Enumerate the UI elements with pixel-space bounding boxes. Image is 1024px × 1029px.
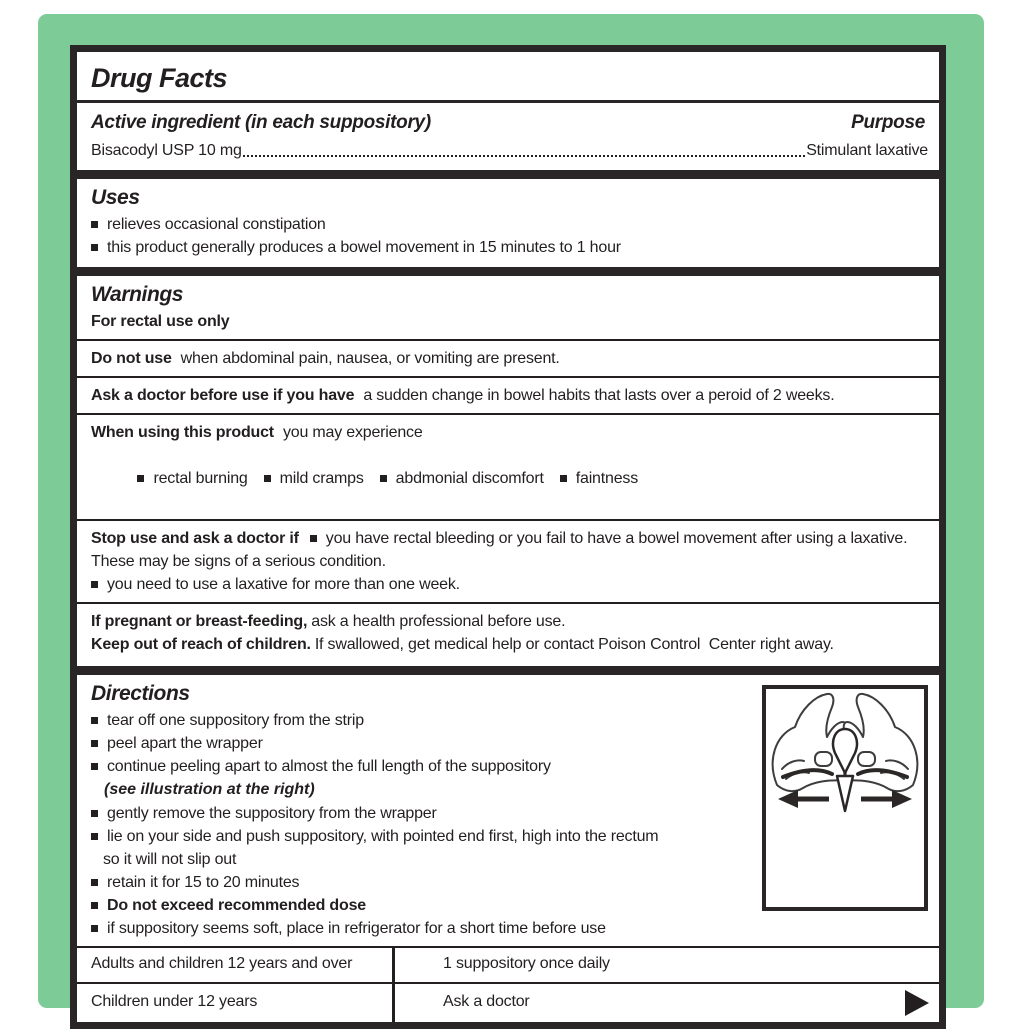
age-group-cell: Adults and children 12 years and over [77, 948, 395, 982]
bullet-icon [91, 810, 98, 817]
table-row [77, 984, 939, 1022]
uses-item [87, 236, 929, 259]
stop-use-lead: Stop use and ask a doctor if [91, 530, 299, 547]
direction-step [87, 871, 752, 894]
table-row [77, 948, 939, 984]
direction-step-text: gently remove the suppository from the wrapper [107, 805, 437, 822]
direction-step-text: if suppository seems soft, place in refrigerator for a short time before use [107, 920, 606, 937]
hands-peeling-wrapper-icon [766, 689, 924, 907]
side-effect: abdmonial discomfort [395, 470, 544, 487]
dosage-table [77, 946, 939, 1022]
bullet-icon [91, 925, 98, 932]
bullet-icon [91, 244, 98, 251]
bullet-icon [310, 535, 317, 542]
bullet-icon [91, 221, 98, 228]
section-warnings [74, 273, 942, 669]
drug-facts-title: Drug Facts [91, 63, 228, 93]
bullet-icon [137, 475, 144, 482]
dotted-leader [243, 155, 806, 157]
stop-use-item: you have rectal bleeding or you fail to have a bowel movement after using a laxative. These may be signs of a serious condition. [91, 530, 912, 570]
peel-apart-illustration [762, 685, 928, 911]
direction-step-text: continue peeling apart to almost the full length of the suppository [107, 758, 551, 775]
section-header [74, 49, 942, 173]
drug-facts-label [70, 45, 946, 1029]
warnings-heading: Warnings [91, 283, 184, 306]
do-not-use-block [87, 341, 929, 376]
direction-step [87, 709, 752, 732]
ask-doctor-lead: Ask a doctor before use if you have [91, 387, 355, 404]
direction-step-text: lie on your side and push suppository, with pointed end first, high into the rectum [107, 828, 659, 845]
stop-use-item: you need to use a laxative for more than one week. [107, 576, 460, 593]
bullet-icon [91, 763, 98, 770]
left-arrow-icon [778, 790, 798, 808]
ingredient-row [87, 139, 929, 162]
bullet-icon [560, 475, 567, 482]
direction-step [87, 732, 752, 755]
pregnant-lead: If pregnant or breast-feeding, [91, 613, 308, 630]
directions-body [87, 679, 929, 940]
rectal-use-note: For rectal use only [91, 313, 230, 330]
section-divider [77, 100, 939, 103]
stop-use-block [87, 521, 929, 602]
directions-heading: Directions [91, 682, 190, 705]
directions-steps [87, 679, 760, 940]
uses-item-text: this product generally produces a bowel movement in 15 minutes to 1 hour [107, 239, 621, 256]
direction-step [87, 894, 752, 917]
ask-doctor-text: a sudden change in bowel habits that lasts over a peroid of 2 weeks. [363, 387, 835, 404]
side-effect: faintness [575, 470, 638, 487]
direction-step [87, 825, 752, 848]
bullet-icon [91, 740, 98, 747]
section-uses [74, 176, 942, 270]
direction-step-text: tear off one suppository from the strip [107, 712, 364, 729]
dose-cell [395, 984, 939, 1022]
do-not-use-text: when abdominal pain, nausea, or vomiting are present. [180, 350, 560, 367]
active-ingredient-heading: Active ingredient (in each suppository) [91, 112, 431, 133]
ask-doctor-block [87, 378, 929, 413]
pregnant-text: ask a health professional before use. [311, 613, 566, 630]
bullet-icon [264, 475, 271, 482]
side-effect: rectal burning [153, 470, 248, 487]
do-not-use-lead: Do not use [91, 350, 172, 367]
right-arrow-icon [892, 790, 912, 808]
purpose-value: Stimulant laxative [806, 142, 928, 159]
uses-item [87, 213, 929, 236]
bullet-icon [91, 879, 98, 886]
direction-step [87, 917, 752, 940]
bullet-icon [91, 581, 98, 588]
direction-step-text: retain it for 15 to 20 minutes [107, 874, 300, 891]
age-group-cell: Children under 12 years [77, 984, 395, 1022]
ingredient-name: Bisacodyl USP 10 mg [91, 142, 242, 159]
direction-step-continuation: so it will not slip out [103, 851, 237, 868]
side-effect: mild cramps [279, 470, 364, 487]
direction-step [87, 802, 752, 825]
direction-step-text: peel apart the wrapper [107, 735, 263, 752]
purpose-heading: Purpose [851, 112, 925, 133]
side-effects-row [91, 444, 925, 513]
dose-cell: 1 suppository once daily [443, 955, 610, 972]
when-using-text: you may experience [282, 424, 423, 441]
bullet-icon [380, 475, 387, 482]
illustration-note: (see illustration at the right) [104, 781, 315, 798]
bullet-icon [91, 902, 98, 909]
stop-use-item-row [91, 573, 925, 596]
uses-heading: Uses [91, 186, 140, 209]
direction-step-text: Do not exceed recommended dose [107, 897, 366, 914]
when-using-lead: When using this product [91, 424, 274, 441]
product-label-card [38, 14, 984, 1008]
keep-out-text: If swallowed, get medical help or contact Poison Control Center right away. [314, 636, 834, 653]
keep-out-lead: Keep out of reach of children. [91, 636, 311, 653]
active-ingredient-row [87, 110, 929, 136]
uses-item-text: relieves occasional constipation [107, 216, 326, 233]
dose-text: Ask a doctor [443, 993, 530, 1010]
section-directions [74, 672, 942, 1025]
direction-step [87, 755, 752, 778]
bullet-icon [91, 833, 98, 840]
when-using-block [87, 415, 929, 519]
continue-arrow-icon [905, 990, 929, 1016]
bullet-icon [91, 717, 98, 724]
pregnancy-children-block [87, 604, 929, 658]
